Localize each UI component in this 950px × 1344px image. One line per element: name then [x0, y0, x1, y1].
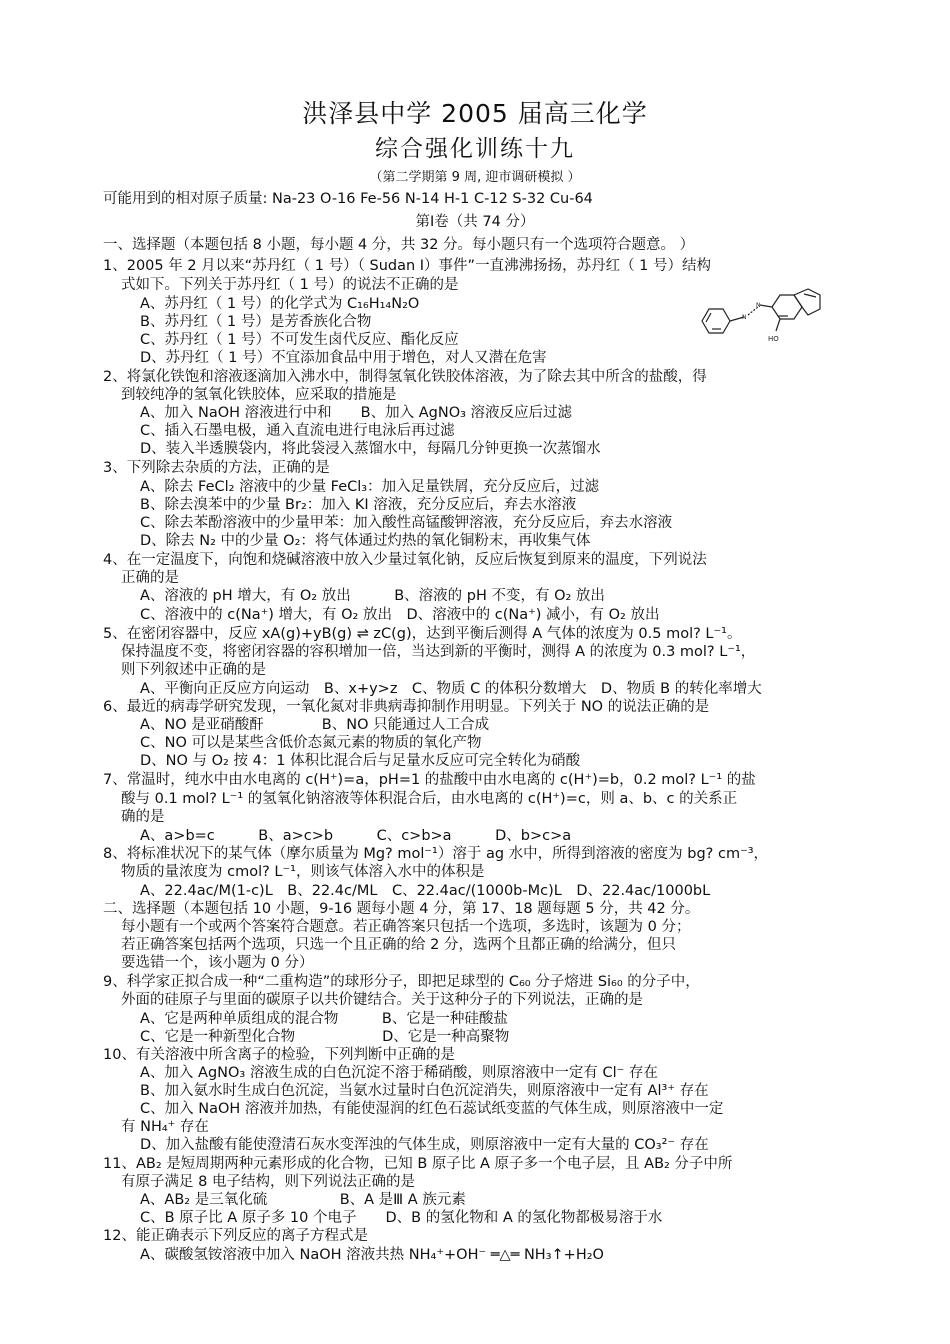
text-line: B、除去溴苯中的少量 Br₂：加入 KI 溶液，充分反应后，弃去水溶液	[140, 497, 577, 513]
page-title: 洪泽县中学 2005 届高三化学	[302, 99, 648, 128]
text-line: C、NO 可以是某些含低价态氮元素的物质的氧化产物	[140, 735, 482, 751]
text-line: A、除去 FeCl₂ 溶液中的少量 FeCl₃：加入足量铁屑，充分反应后，过滤	[140, 479, 600, 495]
text-line: 有 NH₄⁺ 存在	[121, 1119, 209, 1135]
text-line: 6、最近的病毒学研究发现，一氧化氮对非典病毒抑制作用明显。下列关于 NO 的说法正确的是	[103, 699, 710, 715]
text-line: A、碳酸氢铵溶液中加入 NaOH 溶液共热 NH₄⁺+OH⁻ ═△═ NH₃↑+H₂O	[140, 1247, 604, 1263]
text-line: C、除去苯酚溶液中的少量甲苯：加入酸性高锰酸钾溶液，充分反应后，弃去水溶液	[140, 515, 673, 531]
text-line: C、溶液中的 c(Na⁺) 增大，有 O₂ 放出 D、溶液中的 c(Na⁺) 减小，有 O₂ 放出	[140, 607, 660, 623]
text-line: C、它是一种新型化合物 D、它是一种高聚物	[140, 1029, 510, 1045]
text-line: D、除去 N₂ 中的少量 O₂：将气体通过灼热的氧化铜粉末，再收集气体	[140, 533, 591, 549]
hydroxyl-label: HO	[768, 335, 779, 343]
text-line: A、NO 是亚硝酸酐 B、NO 只能通过人工合成	[140, 717, 490, 733]
text-line: 到较纯净的氢氧化铁胶体，应采取的措施是	[121, 387, 397, 403]
text-line: A、AB₂ 是三氧化硫 B、A 是Ⅲ A 族元素	[140, 1192, 466, 1208]
text-line: A、加入 AgNO₃ 溶液生成的白色沉淀不溶于稀硝酸，则原溶液中一定有 Cl⁻ 存在	[140, 1065, 658, 1081]
text-line: 12、能正确表示下列反应的离子方程式是	[103, 1228, 368, 1244]
text-line: 1、2005 年 2 月以来“苏丹红（ 1 号）（ Sudan Ⅰ）事件”一直沸沸扬扬，苏丹红（ 1 号）结构	[103, 258, 712, 274]
text-line: A、a>b=c B、a>c>b C、c>b>a D、b>c>a	[140, 828, 572, 844]
text-line: B、苏丹红（ 1 号）是芳香族化合物	[140, 314, 372, 330]
text-line: B、加入氨水时生成白色沉淀，当氨水过量时白色沉淀消失，则原溶液中一定有 Al³⁺ 存在	[140, 1083, 709, 1099]
text-line: 3、下列除去杂质的方法，正确的是	[103, 460, 330, 476]
text-line: 则下列叙述中正确的是	[121, 662, 266, 678]
text-line: 二、选择题（本题包括 10 小题，9-16 题每小题 4 分，第 17、18 题每题 5 分，共 42 分。	[103, 901, 700, 917]
text-line: 2、将氯化铁饱和溶液逐滴加入沸水中，制得氢氧化铁胶体溶液，为了除去其中所含的盐酸，得	[103, 369, 707, 385]
text-line: 式如下。下列关于苏丹红（ 1 号）的说法不正确的是	[121, 277, 459, 293]
text-line: 保持温度不变，将密闭容器的容积增加一倍，当达到新的平衡时，测得 A 的浓度为 0.3 mol? L⁻¹，	[121, 644, 756, 660]
text-line: D、苏丹红（ 1 号）不宜添加食品中用于增色，对人又潜在危害	[140, 350, 547, 366]
text-line: A、平衡向正反应方向运动 B、x+y>z C、物质 C 的体积分数增大 D、物质 B 的转化率增大	[140, 681, 762, 697]
text-line: A、22.4ac/M(1-c)L B、22.4c/ML C、22.4ac/(1000b-Mc)L D、22.4ac/1000bL	[140, 883, 711, 899]
text-line: 外面的硅原子与里面的碳原子以共价键结合。关于这种分子的下列说法，正确的是	[121, 992, 643, 1008]
text-line: D、加入盐酸有能使澄清石灰水变浑浊的气体生成，则原溶液中一定有大量的 CO₃²⁻ 存在	[140, 1137, 709, 1153]
naphthalene-ring-a	[772, 295, 802, 319]
text-line: 7、常温时，纯水中由水电离的 c(H⁺)=a，pH=1 的盐酸中由水电离的 c(H⁺)=b，0.2 mol? L⁻¹ 的盐	[103, 772, 756, 788]
svg-text:N: N	[756, 302, 761, 309]
text-line: 5、在密闭容器中，反应 xA(g)+yB(g) ⇌ zC(g)，达到平衡后测得 A 气体的浓度为 0.5 mol? L⁻¹。	[103, 626, 742, 642]
text-line: D、NO 与 O₂ 按 4：1 体积比混合后与足量水反应可完全转化为硝酸	[140, 753, 581, 769]
text-line: D、装入半透膜袋内，将此袋浸入蒸馏水中，每隔几分钟更换一次蒸馏水	[140, 441, 601, 457]
text-line: 10、有关溶液中所含离子的检验，下列判断中正确的是	[103, 1047, 455, 1063]
text-line: C、苏丹红（ 1 号）不可发生卤代反应、酯化反应	[140, 332, 459, 348]
text-line: 正确的是	[121, 570, 179, 586]
text-line: 有原子满足 8 电子结构，则下列说法正确的是	[121, 1174, 415, 1190]
atomic-masses: 可能用到的相对原子质量: Na-23 O-16 Fe-56 N-14 H-1 C-12 S-32 Cu-64	[103, 191, 593, 207]
svg-text:N: N	[742, 314, 747, 321]
naphthalene-ring-b	[794, 289, 820, 315]
text-line: 酸与 0.1 mol? L⁻¹ 的氢氧化钠溶液等体积混合后，由水电离的 c(H⁺)=c，则 a、b、c 的关系正	[121, 791, 738, 807]
text-line: 9、科学家正拟合成一种“二重构造”的球形分子，即把足球型的 C₆₀ 分子熔进 Si₆₀ 的分子中，	[103, 974, 700, 990]
text-line: 物质的量浓度为 cmol? L⁻¹，则该气体溶入水中的体积是	[121, 864, 485, 880]
text-line: 每小题有一个或两个答案符合题意。若正确答案只包括一个选项，多选时，该题为 0 分；	[121, 919, 691, 935]
text-line: C、插入石墨电极，通入直流电进行电泳后再过滤	[140, 423, 455, 439]
text-line: A、它是两种单质组成的混合物 B、它是一种硅酸盐	[140, 1011, 508, 1027]
text-line: 4、在一定温度下，向饱和烧碱溶液中放入少量过氧化钠，反应后恢复到原来的温度，下列说法	[103, 552, 707, 568]
text-line: 确的是	[121, 809, 165, 825]
exam-note: （第二学期第 9 周, 迎市调研模拟 ）	[369, 170, 581, 185]
sudan-red-structure	[692, 285, 842, 355]
page-subtitle: 综合强化训练十九	[375, 136, 575, 162]
text-line: C、B 原子比 A 原子多 10 个电子 D、B 的氢化物和 A 的氢化物都极易溶于水	[140, 1210, 663, 1226]
text-line: 要选错一个，该小题为 0 分）	[121, 955, 314, 971]
text-line: 若正确答案包括两个选项，只选一个且正确的给 2 分，选两个且都正确的给满分，但只	[121, 937, 676, 953]
text-line: 11、AB₂ 是短周期两种元素形成的化合物，已知 B 原子比 A 原子多一个电子层，且 AB₂ 分子中所	[103, 1156, 733, 1172]
text-line: A、加入 NaOH 溶液进行中和 B、加入 AgNO₃ 溶液反应后过滤	[140, 405, 573, 421]
text-line: A、溶液的 pH 增大，有 O₂ 放出 B、溶液的 pH 不变，有 O₂ 放出	[140, 588, 605, 604]
text-line: C、加入 NaOH 溶液并加热，有能使湿润的红色石蕊试纸变蓝的气体生成，则原溶液中一定	[140, 1101, 724, 1117]
section-heading: 第Ⅰ卷（共 74 分）	[415, 214, 535, 230]
text-line: 一、选择题（本题包括 8 小题，每小题 4 分，共 32 分。每小题只有一个选项符合题意。 ）	[103, 237, 695, 253]
text-line: A、苏丹红（ 1 号）的化学式为 C₁₆H₁₄N₂O	[140, 296, 420, 312]
text-line: 8、将标准状况下的某气体（摩尔质量为 Mg? mol⁻¹）溶于 ag 水中，所得到溶液的密度为 bg? cm⁻³，	[103, 846, 769, 862]
